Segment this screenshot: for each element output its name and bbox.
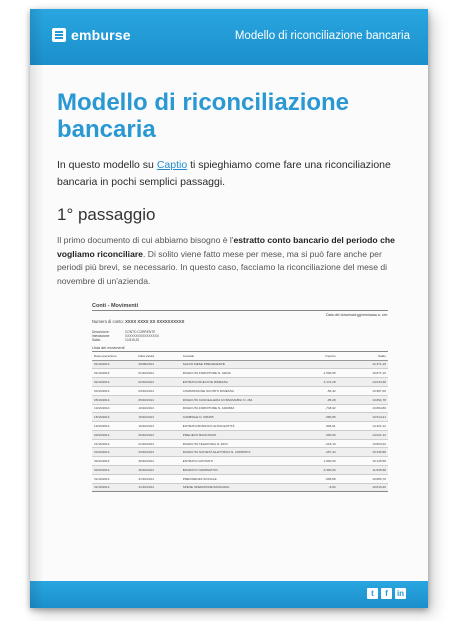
table-row [92,386,388,395]
table-cell: 10/10/2014 [92,404,136,413]
step-heading: 1° passaggio [57,205,156,224]
table-cell: 01/10/2014 [92,360,136,369]
table-cell: 12.371,15 [338,360,388,369]
table-cell: 30/10/2014 [92,465,136,474]
column-header: Saldo [338,353,388,360]
table-cell: 20/10/2014 [92,430,136,439]
table-cell: -958,88 [290,474,337,483]
bank-statement [92,303,388,488]
table-cell: ENTRATA CONTANTI [181,457,291,466]
table-cell: RICEVUTA TELEFONIA N. 4623 [181,439,291,448]
intro-paragraph [57,157,402,191]
linkedin-icon[interactable]: in [396,589,405,598]
table-cell: 19/10/2014 [92,422,136,431]
table-cell: 23/10/2014 [136,448,180,457]
table-cell: 01/10/2014 [136,369,180,378]
column-header: Importo [290,353,337,360]
header-title: Modello di riconciliazione bancaria [234,30,410,42]
table-cell: RICEVUTA SOCIETÀ ELETTRICA N. 223587872 [181,448,291,457]
table-cell: 02/10/2014 [136,378,180,387]
table-cell: 01/10/2014 [92,369,136,378]
step-text-bold: estratto conto bancario del periodo che vogliamo riconciliare [57,235,395,259]
table-cell: 15/10/2014 [136,413,180,422]
table-cell [290,360,337,369]
table-cell: 10/10/2014 [136,404,180,413]
statement-divider [92,491,388,492]
intro-text-start: In questo modello su [57,159,157,171]
table-cell: 21/10/2014 [136,439,180,448]
table-cell: 13.891,78 [338,395,388,404]
table-cell: 10.871,10 [338,369,388,378]
table-cell: 03/10/2014 [92,386,136,395]
brand-logo [52,27,131,43]
column-header: Data operazione [92,353,136,360]
table-row [92,395,388,404]
table-cell: PREVIDENZA SOCIALE [181,474,291,483]
table-cell: ENTRATA RICEVUTE RIMESSA [181,378,291,387]
table-row [92,404,388,413]
table-cell: 31/10/2014 [136,483,180,492]
account-number: XXXX XXXX XX XXXXXXXXXX [125,319,185,324]
meta-label: Descrizione: [92,330,110,334]
page-title: Modello di riconciliazione bancaria [57,89,350,143]
statement-account [92,319,388,324]
account-label: Numero di conto: [92,319,124,324]
table-row [92,465,388,474]
table-row [92,474,388,483]
table-cell: 15/10/2014 [92,413,136,422]
table-cell: 15.145,58 [338,457,388,466]
table-cell: 13.987,06 [338,386,388,395]
table-cell: 30/10/2014 [136,465,180,474]
table-cell: -8,84 [290,483,337,492]
social-links [367,588,406,599]
table-cell: 21/10/2014 [92,439,136,448]
table-cell: -56,32 [290,386,337,395]
table-cell: ENTRATA BONIFICO ALTRA ENTITÀ [181,422,291,431]
table-cell: RICEVUTA FORNITORE N. 32049 [181,369,291,378]
table-cell: 05/10/2014 [136,395,180,404]
brand-name: emburse [71,27,131,43]
step-paragraph [57,234,407,288]
table-cell: 30/10/2014 [136,457,180,466]
meta-value: XXXXXXXXXXXXXXXX [125,334,160,338]
table-cell: 30/09/2014 [136,360,180,369]
table-cell: -457,44 [290,448,337,457]
table-row [92,360,388,369]
table-cell: 13.514,21 [338,413,388,422]
column-header: Data valuta [136,353,180,360]
table-cell: 03/10/2014 [136,386,180,395]
table-cell: 11.845,58 [338,465,388,474]
statement-download-date: Data del download:gg/mm/aaaa a. ore: [326,313,388,317]
meta-row [92,338,388,342]
table-row [92,448,388,457]
statement-title: Conti - Movimenti [92,303,388,311]
emburse-logo-icon [52,28,66,42]
table-cell: 14.043,38 [338,378,388,387]
table-row [92,413,388,422]
facebook-icon[interactable]: f [381,588,392,599]
table-cell: 31/10/2014 [92,474,136,483]
table-row [92,457,388,466]
intro-text-end: ti spieghiamo come fare una riconciliazione bancaria in pochi semplici passaggi. [57,159,391,188]
footer-bar [30,581,428,608]
meta-label: Intestazione: [92,334,111,338]
table-row [92,369,388,378]
table-cell: 30/10/2014 [92,457,136,466]
table-cell: 19/10/2014 [136,422,180,431]
table-cell: COMMISSIONE SCONTO RIMESSA [181,386,291,395]
step-text-start: Il primo documento di cui abbiamo bisogno è l' [57,235,234,245]
table-cell: RICEVUTA FORNITORE N. A002663 [181,404,291,413]
movements-list-title: Lista dei movimenti [92,346,388,352]
table-cell: 31/10/2014 [92,483,136,492]
table-cell: CAMBIALE N. 003455 [181,413,291,422]
table-cell: 13.894,86 [338,404,388,413]
document-page [30,9,428,608]
table-cell: 10.815,20 [338,483,388,492]
table-cell: -218,10 [290,439,337,448]
table-cell: -748,92 [290,404,337,413]
table-cell: SALDO MESE PRECEDENTE [181,360,291,369]
table-cell: 13.803,02 [338,439,388,448]
table-cell: -1.500,05 [290,369,337,378]
movements-table [92,353,388,492]
meta-value: CONTO CORRENTE [125,330,156,334]
table-row [92,422,388,431]
table-cell: -3.300,00 [290,465,337,474]
twitter-icon[interactable]: t [367,588,378,599]
table-cell: 05/10/2014 [92,395,136,404]
table-row [92,439,388,448]
table-row [92,378,388,387]
table-cell: 14.321,12 [338,422,388,431]
table-cell: 13.345,58 [338,448,388,457]
captio-link[interactable]: Captio [156,159,188,171]
header-bar [30,9,428,65]
table-cell: -300,00 [290,430,337,439]
column-header: Causale [181,353,291,360]
meta-value: 10.815,20 [125,338,140,342]
table-header-row [92,353,388,360]
table-cell: 806,91 [290,422,337,431]
table-cell: 10.886,70 [338,474,388,483]
table-cell: PRELIEVO BANCOMAT [181,430,291,439]
table-cell: 23/10/2014 [92,448,136,457]
meta-label: Saldo: [92,338,102,342]
table-cell: RICEVUTA CANCELLERIA CONSUMABILI N. 264 [181,395,291,404]
table-cell: -380,65 [290,413,337,422]
table-cell: 1.800,00 [290,457,337,466]
table-cell: 14.021,12 [338,430,388,439]
table-cell: SPESE SPEDIZIONE BANCARIA [181,483,291,492]
table-cell: BONIFICO NOMINATIVO [181,465,291,474]
table-cell: 20/10/2014 [136,430,180,439]
table-cell: -95,28 [290,395,337,404]
table-row [92,430,388,439]
table-cell: 31/10/2014 [136,474,180,483]
table-cell: 02/10/2014 [92,378,136,387]
statement-meta [92,330,388,342]
step-text-end: . Di solito viene fatto mese per mese, ma si può fare anche per periodi più brevi, se necessario. In questo caso, facciamo la riconciliazione del mese di novembre di un'azienda. [57,248,388,286]
table-cell: 3.172,28 [290,378,337,387]
